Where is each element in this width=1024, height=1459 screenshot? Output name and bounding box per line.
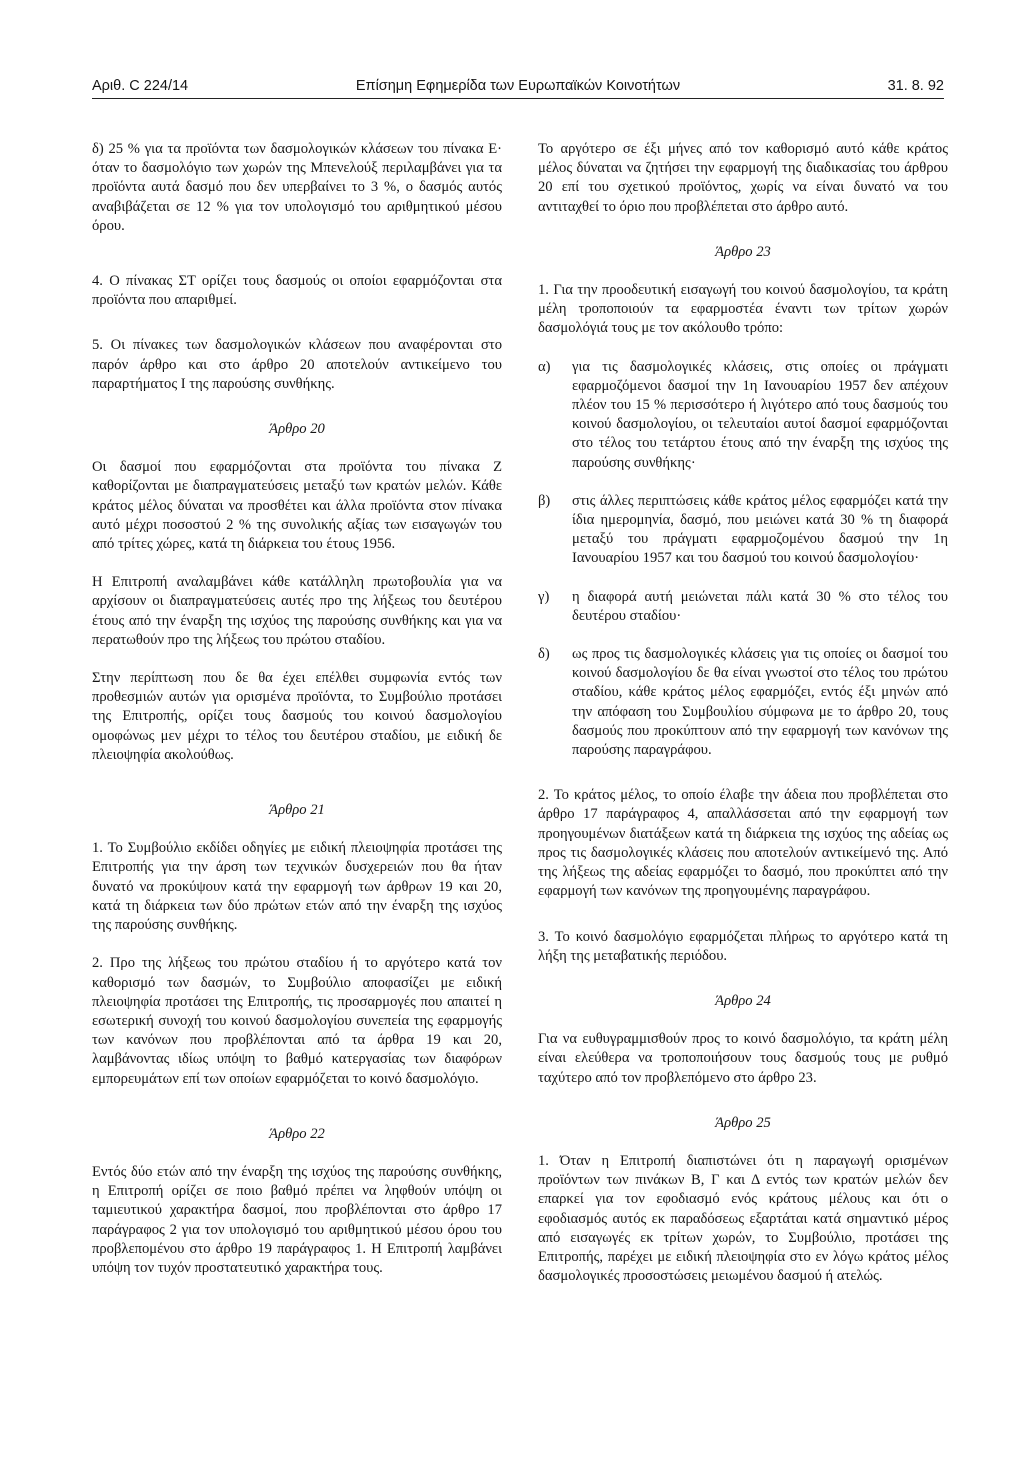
article-21-heading: Άρθρο 21 — [269, 802, 325, 819]
list-item-text: στις άλλες περιπτώσεις κάθε κράτος μέλος εφαρμόζει κατά την ίδια ημερομηνία, δασμό, που μειώνει κατά 30 % τη διαφορά μεταξύ του πράγματι εφαρμοζομένου δασμού την 1η Ιανουαρίου 1957 και του δασμού του κοινού δασμολογίου· — [572, 492, 948, 567]
list-item-text: ως προς τις δασμολογικές κλάσεις για τις οποίες οι δασμοί του κοινού δασμολογίου δε θα είναι γνωστοί στο τέλος του πρώτου σταδίου, κάθε κράτος μέλος εφαρμόζει, εντός έξι μηνών από την απόφαση του Συμβουλίου σύμφωνα με το άρθρο 20, τους δασμούς που προκύπτουν από την εφαρμογή των κανόνων της παρούσης παραγράφου. — [572, 646, 948, 759]
article-20-paragraph-3: Στην περίπτωση που δε θα έχει επέλθει συμφωνία εντός των προθεσμιών αυτών για ορισμένα προϊόντα, το Συμβούλιο προτάσει της Επιτροπής, ορίζει τους δασμούς του κοινού δασμολογίου ομοφώνως μεν μέχρι το τέλος του δευτέρου σταδίου, με ειδική δε πλειοψηφία ακολούθως. — [92, 670, 502, 763]
list-item — [538, 645, 948, 760]
article-20-paragraph-2: Η Επιτροπή αναλαμβάνει κάθε κατάλληλη πρωτοβουλία για να αρχίσουν οι διαπραγματεύσεις αυτές προ της λήξεως του δευτέρου έτους από την έναρξη της ισχύος της παρούσης συνθήκης και για να περατωθούν προ της λήξεως του πρώτου σταδίου. — [92, 574, 502, 648]
list-item — [538, 492, 948, 569]
article-23-heading: Άρθρο 23 — [715, 243, 771, 260]
list-item — [538, 588, 948, 626]
paragraph-4: 4. Ο πίνακας ΣΤ ορίζει τους δασμούς οι οποίοι εφαρμόζονται στα προϊόντα που απαριθμεί. — [92, 273, 502, 309]
page-header — [92, 76, 944, 99]
article-25-heading: Άρθρο 25 — [715, 1114, 771, 1131]
list-item-text: για τις δασμολογικές κλάσεις, στις οποίες οι πράγματι εφαρμοζόμενοι δασμοί την 1η Ιανουαρίου 1957 δεν απέχουν πλέον του 15 % περισσότερο ή λιγότερο από τους δασμούς του κοινού δασμολογίου, οι τελευταίοι αυτοί δασμοί εφαρμόζονται στο τέλος του τετάρτου έτους από την έναρξη της ισχύος της παρούσης συνθήκης· — [572, 358, 948, 471]
list-marker: γ) — [538, 588, 550, 605]
article-23-paragraph-3: 3. Το κοινό δασμολόγιο εφαρμόζεται πλήρως το αργότερο κατά τη λήξη της μεταβατικής περιόδου. — [538, 928, 948, 964]
article-24-paragraph-1: Για να ευθυγραμμισθούν προς το κοινό δασμολόγιο, τα κράτη μέλη είναι ελεύθερα να τροποποιήσουν τους δασμούς τους με ρυθμό ταχύτερο από τον προβλεπόμενο στο άρθρο 23. — [538, 1031, 948, 1086]
article-20-paragraph-1: Οι δασμοί που εφαρμόζονται στα προϊόντα του πίνακα Ζ καθορίζονται με διαπραγματεύσεις μεταξύ των κρατών μελών. Κάθε κράτος μέλος δύναται να προσθέτει και άλλα προϊόντα στον πίνακα αυτό μέχρι ποσοστού 2 % της συνολικής αξίας των εισαγωγών του από τρίτες χώρες, κατά τη διάρκεια του έτους 1956. — [92, 459, 502, 553]
left-column — [92, 140, 502, 1278]
list-marker: α) — [538, 358, 551, 375]
issue-number: Αριθ. C 224/14 — [92, 78, 189, 94]
paragraph-continuation: Το αργότερο σε έξι μήνες από τον καθορισμό αυτό κάθε κράτος μέλος δύναται να ζητήσει την εφαρμογή της διαδικασίας του άρθρου 20 επί του σχετικού προϊόντος, χωρίς να είναι δυνατό να του αντιταχθεί το όριο που προβλέπεται στο άρθρο αυτό. — [538, 141, 948, 215]
right-column — [538, 140, 948, 1286]
paragraph-delta: δ) 25 % για τα προϊόντα των δασμολογικών κλάσεων του πίνακα Ε· όταν το δασμολόγιο των χωρών της Μπενελούξ περιλαμβάνει για τα προϊόντα αυτά δασμό που δεν υπερβαίνει το 3 %, ο δασμός αυτός αναβιβάζεται σε 12 % για τον υπολογισμό του αριθμητικού μέσου όρου. — [92, 141, 502, 234]
article-21-paragraph-1: 1. Το Συμβούλιο εκδίδει οδηγίες με ειδική πλειοψηφία προτάσει της Επιτροπής για την άρση των τεχνικών δυσχερειών που θα ήταν δυνατό να προκύψουν κατά την εφαρμογή των άρθρων 19 και 20, κατά τη διάρκεια των δύο πρώτων ετών από την έναρξη της ισχύος της παρούσης συνθήκης. — [92, 840, 502, 934]
paragraph-5: 5. Οι πίνακες των δασμολογικών κλάσεων που αναφέρονται στο παρόν άρθρο και στο άρθρο 20 αποτελούν αντικείμενο του παραρτήματος Ι της παρούσης συνθήκης. — [92, 337, 502, 392]
article-24-heading: Άρθρο 24 — [715, 992, 771, 1009]
article-21-paragraph-2: 2. Προ της λήξεως του πρώτου σταδίου ή το αργότερο κατά τον καθορισμό των δασμών, το Συμβούλιο αποφασίζει με ειδική πλειοψηφία προτάσει της Επιτροπής, τις προσαρμογές που απαιτεί η εσωτερική συνοχή του κοινού δασμολογίου συνεπεία της εφαρμογής των κανόνων που προβλέπονται από τα άρθρα 19 και 20, λαμβάνοντας ιδίως υπόψη το βαθμό κατεργασίας των διαφόρων εμπορευμάτων επί των οποίων εφαρμόζεται το κοινό δασμολόγιο. — [92, 955, 502, 1087]
issue-date: 31. 8. 92 — [887, 78, 944, 94]
list-marker: δ) — [538, 646, 550, 663]
article-25-paragraph-1: 1. Όταν η Επιτροπή διαπιστώνει ότι η παραγωγή ορισμένων προϊόντων των πινάκων Β, Γ και Δ εντός των κρατών μελών δεν επαρκεί για τον εφοδιασμό ενός κράτους μέλους και ότι ο εφοδιασμός αυτός εκ παραδόσεως εξαρτάται κατά σημαντικό μέρος από εισαγωγές εκ τρίτων χωρών, το Συμβούλιο, προτάσει της Επιτροπής, παρέχει με ειδική πλειοψηφία στο εν λόγω κράτος μέλος δασμολογικές προσοστώσεις μειωμένου δασμού ή ατελώς. — [538, 1152, 948, 1285]
article-22-paragraph-1: Εντός δύο ετών από την έναρξη της ισχύος της παρούσης συνθήκης, η Επιτροπή ορίζει σε ποιο βαθμό πρέπει να ληφθούν υπόψη οι ταμιευτικού χαρακτήρα δασμοί, που προβλέπονται στο άρθρο 17 παράγραφος 2 για τον υπολογισμό του αριθμητικού μέσου όρου του προβλεπομένου στο άρθρο 19 παράγραφος 1. Η Επιτροπή λαμβάνει υπόψη τον τυχόν προστατευτικό χαρακτήρα τους. — [92, 1163, 502, 1276]
article-23-paragraph-2: 2. Το κράτος μέλος, το οποίο έλαβε την άδεια που προβλέπεται στο άρθρο 17 παράγραφος 4, απαλλάσσεται από την εφαρμογή των προηγουμένων διατάξεων κατά τη διάρκεια της ισχύος της αδείας ως προς τις δασμολογικές κλάσεις που αποτελούν αντικείμενό της. Από της λήξεως της αδείας εφαρμόζει το δασμό, που προκύπτει από την εφαρμογή των κανόνων της προηγουμένης παραγράφου. — [538, 787, 948, 900]
article-23-paragraph-1: 1. Για την προοδευτική εισαγωγή του κοινού δασμολογίου, τα κράτη μέλη τροποποιούν τα εφαρμοστέα έναντι των τρίτων χωρών δασμολόγιά τους με τον ακόλουθο τρόπο: — [538, 282, 948, 337]
journal-title: Επίσημη Εφημερίδα των Ευρωπαϊκών Κοινοτήτων — [355, 78, 681, 94]
list-marker: β) — [538, 492, 551, 509]
list-item-text: η διαφορά αυτή μειώνεται πάλι κατά 30 % στο τέλος του δευτέρου σταδίου· — [572, 588, 948, 624]
article-20-heading: Άρθρο 20 — [269, 421, 325, 438]
list-item — [538, 358, 948, 473]
article-22-heading: Άρθρο 22 — [269, 1125, 325, 1142]
